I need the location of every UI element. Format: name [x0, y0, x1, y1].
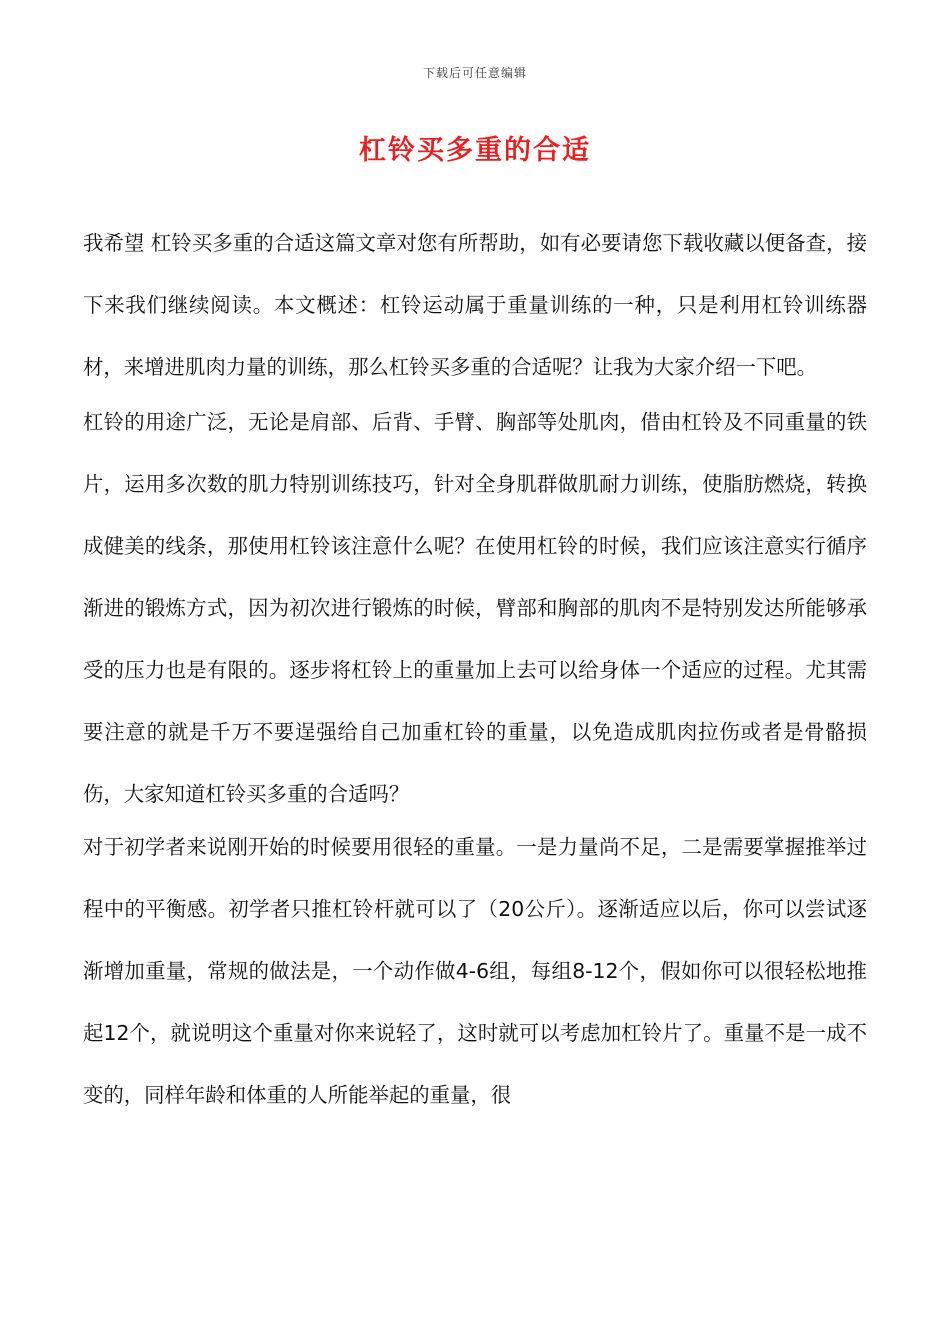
paragraph-intro: 我希望 杠铃买多重的合适这篇文章对您有所帮助，如有必要请您下载收藏以便备查，接下来我们继续阅读。本文概述：杠铃运动属于重量训练的一种，只是利用杠铃训练器材，来增进肌肉力量的训练，那么杠铃买多重的合适呢？让我为大家介绍一下吧。 — [83, 231, 867, 379]
paragraph-usage: 杠铃的用途广泛，无论是肩部、后背、手臂、胸部等处肌肉，借由杠铃及不同重量的铁片，运用多次数的肌力特别训练技巧，针对全身肌群做肌耐力训练，使脂肪燃烧，转换成健美的线条，那使用杠铃该注意什么呢？在使用杠铃的时候，我们应该注意实行循序渐进的锻炼方式，因为初次进行锻炼的时候，臂部和胸部的肌肉不是特别发达所能够承受的压力也是有限的。逐步将杠铃上的重量加上去可以给身体一个适应的过程。尤其需要注意的就是千万不要逞强给自己加重杠铃的重量，以免造成肌肉拉伤或者是骨骼损伤，大家知道杠铃买多重的合适吗？ — [83, 410, 867, 806]
document-title: 杠铃买多重的合适 — [359, 135, 591, 166]
document-body — [83, 212, 867, 1126]
paragraph-beginners: 对于初学者来说刚开始的时候要用很轻的重量。一是力量尚不足，二是需要掌握推举过程中的平衡感。初学者只推杠铃杆就可以了（20公斤）。逐渐适应以后，你可以尝试逐渐增加重量，常规的做法是，一个动作做4-6组，每组8-12个，假如你可以很轻松地推起12个，就说明这个重量对你来说轻了，这时就可以考虑加杠铃片了。重量不是一成不变的，同样年龄和体重的人所能举起的重量，很 — [83, 835, 867, 1107]
header-note: 下载后可任意编辑 — [422, 66, 527, 80]
